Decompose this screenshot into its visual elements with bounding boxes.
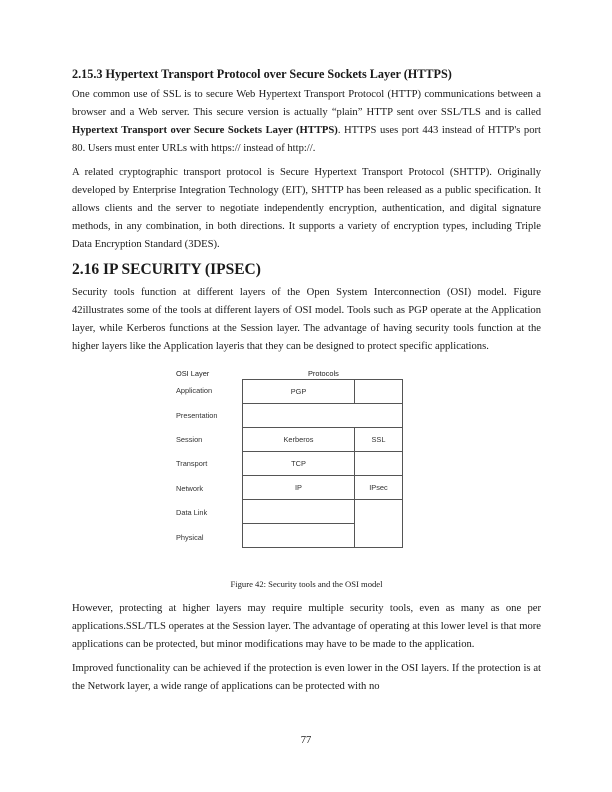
layer-application: Application xyxy=(176,386,213,395)
header-protocols: Protocols xyxy=(308,369,339,378)
layer-network: Network xyxy=(176,484,204,493)
paragraph-network-layer: Improved functionality can be achieved if the protection is even lower in the OSI layers. If the protection is at the Network layer, a wide range of applications can be protected with no xyxy=(72,663,541,692)
layer-data-link: Data Link xyxy=(176,508,208,517)
page-number: 77 xyxy=(300,735,312,746)
paragraph-shttp: A related cryptographic transport protocol is Secure Hypertext Transport Protocol (SHTTP). Originally developed by Enterprise Integration Technology (EIT), SHTTP has been released as a public specification. It allows clients and the server to negotiate independently encryption, authentication, and digital signature methods, in any combination, in both directions. It supports a variety of encryption types, including Triple Data Encryption Standard (3DES). xyxy=(72,167,541,250)
cell-tcp: TCP xyxy=(242,451,355,476)
cell-physical-empty xyxy=(242,523,355,548)
text-run: One common use of SSL is to secure Web Hypertext Transport Protocol (HTTP) communications between a browser and a Web server. This secure version is actually “plain” HTTP sent over SSL/TLS and is called xyxy=(72,89,541,118)
layer-physical: Physical xyxy=(176,533,204,542)
text-run: . HTTPS uses port 443 instead of HTTP's port 80. Users must enter URLs with https:// instead of http://. xyxy=(72,125,541,154)
cell-ipsec: IPsec xyxy=(354,475,403,500)
cell-presentation-empty xyxy=(242,403,403,428)
cell-empty xyxy=(354,451,403,476)
cell-ssl: SSL xyxy=(354,427,403,452)
paragraph-higher-layers: However, protecting at higher layers may require multiple security tools, even as many as one per applications.SSL/TLS operates at the Session layer. The advantage of operating at this lower level is that more applications can be protected, but minor modifications may have to be made to the application. xyxy=(72,603,541,650)
cell-empty xyxy=(354,379,403,404)
cell-data-link-empty xyxy=(242,499,355,524)
section-heading-ipsec: 2.16 IP SECURITY (IPSEC) xyxy=(72,261,261,278)
paragraph-https-1 xyxy=(72,86,541,158)
section-heading-https: 2.15.3 Hypertext Transport Protocol over Secure Sockets Layer (HTTPS) xyxy=(72,67,452,81)
cell-lower-empty xyxy=(354,499,403,548)
bold-term: Hypertext Transport over Secure Sockets Layer (HTTPS) xyxy=(72,125,338,136)
layer-session: Session xyxy=(176,435,203,444)
osi-security-figure xyxy=(72,362,541,578)
cell-kerberos: Kerberos xyxy=(242,427,355,452)
layer-transport: Transport xyxy=(176,459,208,468)
cell-pgp: PGP xyxy=(242,379,355,404)
layer-presentation: Presentation xyxy=(176,411,218,420)
page-content xyxy=(72,66,541,702)
paragraph-ipsec-1: Security tools function at different layers of the Open System Interconnection (OSI) model. Figure 42illustrates some of the tools at different layers of OSI model. Tools such as PGP operate at the Application layer, while Kerberos functions at the Session layer. The advantage of having security tools function at the higher layers like the Application layeris that they can be designed to protect specific applications. xyxy=(72,287,541,352)
cell-ip: IP xyxy=(242,475,355,500)
figure-caption: Figure 42: Security tools and the OSI model xyxy=(230,579,383,589)
header-osi-layer: OSI Layer xyxy=(176,369,210,378)
